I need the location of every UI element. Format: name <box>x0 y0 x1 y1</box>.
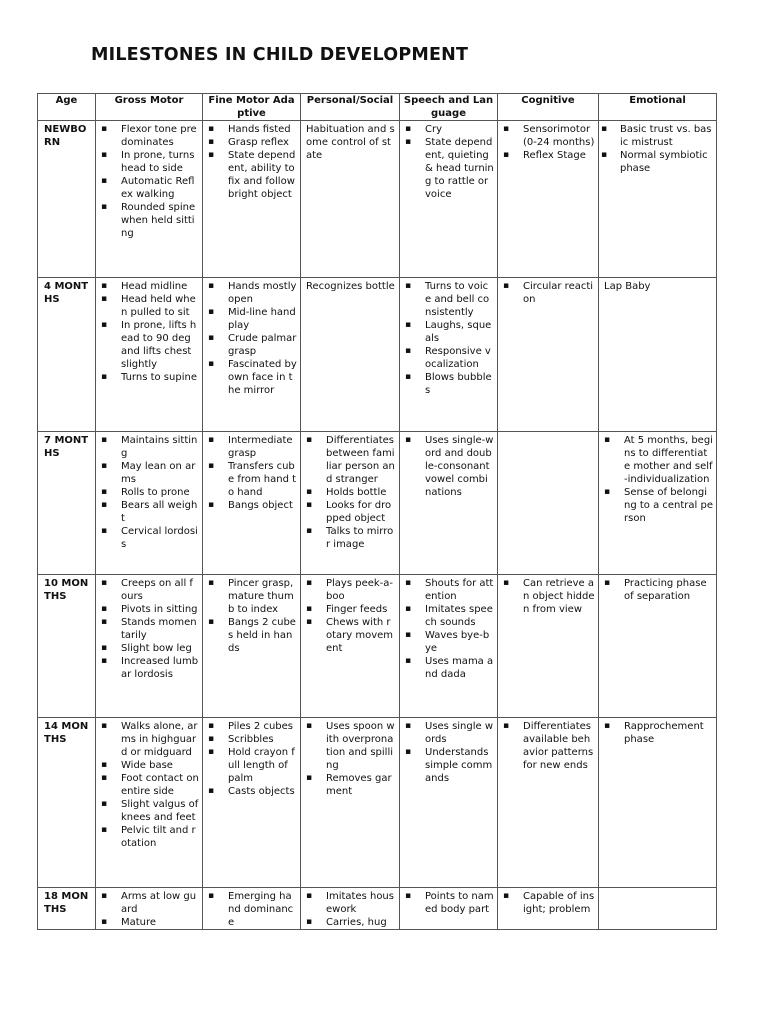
emotional-cell <box>599 121 717 278</box>
list-item: ▪ Sense of belonging to a central person <box>604 486 713 525</box>
list-item: ▪ Chews with rotary movement <box>306 616 396 655</box>
list-item: ▪ Plays peek-a-boo <box>306 577 396 603</box>
list-item: ▪ Sensorimotor (0-24 months) <box>503 123 595 149</box>
list-item: ▪ Mature <box>101 916 199 929</box>
milestones-table <box>37 93 717 930</box>
list-item: ▪ May lean on arms <box>101 460 199 486</box>
personal-social-cell: Recognizes bottle <box>301 278 400 432</box>
list-item: ▪ State dependent, ability to fix and follow bright object <box>208 149 297 201</box>
personal-social-cell <box>301 888 400 930</box>
list-item: ▪ Automatic Reflex walking <box>101 175 199 201</box>
list-item: ▪ Removes garment <box>306 772 396 798</box>
header-cognitive: Cognitive <box>498 94 599 121</box>
cognitive-cell <box>498 432 599 575</box>
speech-language-cell <box>400 888 498 930</box>
list-item: ▪ Piles 2 cubes <box>208 720 297 733</box>
list-item: ▪ Can retrieve an object hidden from view <box>503 577 595 616</box>
table-row <box>38 575 717 718</box>
list-item: ▪ Practicing phase of separation <box>604 577 713 603</box>
list-item: ▪ Responsive vocalization <box>405 345 494 371</box>
gross-motor-cell <box>96 121 203 278</box>
personal-social-cell <box>301 432 400 575</box>
table-row <box>38 121 717 278</box>
header-emotional: Emotional <box>599 94 717 121</box>
list-item: ▪ Finger feeds <box>306 603 396 616</box>
list-item: ▪ Emerging hand dominance <box>208 890 297 929</box>
list-item: ▪ Maintains sitting <box>101 434 199 460</box>
list-item: ▪ At 5 months, begins to differentiate mother and self-individualization <box>604 434 713 486</box>
list-item: ▪ Fascinated by own face in the mirror <box>208 358 297 397</box>
gross-motor-cell <box>96 575 203 718</box>
age-cell: 10 MONTHS <box>38 575 96 718</box>
gross-motor-cell <box>96 432 203 575</box>
list-item: ▪ Turns to supine <box>101 371 199 384</box>
table-row <box>38 718 717 888</box>
emotional-cell <box>599 432 717 575</box>
header-speech-language: Speech and Language <box>400 94 498 121</box>
list-item: ▪ Uses single-word and double-consonant vowel combinations <box>405 434 494 499</box>
list-item: ▪ Bears all weight <box>101 499 199 525</box>
list-item: ▪ Normal symbiotic phase <box>604 149 713 175</box>
header-personal-social: Personal/Social <box>301 94 400 121</box>
cognitive-cell <box>498 121 599 278</box>
list-item: ▪ Uses single words <box>405 720 494 746</box>
gross-motor-cell <box>96 718 203 888</box>
header-row <box>38 94 717 121</box>
page-title: MILESTONES IN CHILD DEVELOPMENT <box>91 45 469 65</box>
list-item: ▪ Points to named body part <box>405 890 494 916</box>
list-item: ▪ Hands fisted <box>208 123 297 136</box>
emotional-cell: Lap Baby <box>599 278 717 432</box>
list-item: ▪ Differentiates available behavior patterns for new ends <box>503 720 595 772</box>
list-item: ▪ Reflex Stage <box>503 149 595 162</box>
list-item: ▪ Carries, hug <box>306 916 396 929</box>
list-item: ▪ Creeps on all fours <box>101 577 199 603</box>
list-item: ▪ Hold crayon full length of palm <box>208 746 297 785</box>
list-item: ▪ Pincer grasp, mature thumb to index <box>208 577 297 616</box>
list-item: ▪ Rounded spine when held sitting <box>101 201 199 240</box>
list-item: ▪ In prone, turns head to side <box>101 149 199 175</box>
list-item: ▪ Basic trust vs. basic mistrust <box>604 123 713 149</box>
list-item: ▪ In prone, lifts head to 90 deg and lifts chest slightly <box>101 319 199 371</box>
list-item: ▪ Walks alone, arms in highguard or midguard <box>101 720 199 759</box>
list-item: ▪ Circular reaction <box>503 280 595 306</box>
list-item: ▪ Differentiates between familiar person and stranger <box>306 434 396 486</box>
list-item: ▪ Capable of insight; problem <box>503 890 595 916</box>
list-item: ▪ Arms at low guard <box>101 890 199 916</box>
table-row <box>38 888 717 930</box>
list-item: ▪ Cervical lordosis <box>101 525 199 551</box>
fine-motor-cell <box>203 121 301 278</box>
list-item: ▪ Pivots in sitting <box>101 603 199 616</box>
fine-motor-cell <box>203 278 301 432</box>
list-item: ▪ Casts objects <box>208 785 297 798</box>
age-cell: 18 MONTHS <box>38 888 96 930</box>
speech-language-cell <box>400 121 498 278</box>
speech-language-cell <box>400 718 498 888</box>
cognitive-cell <box>498 278 599 432</box>
list-item: ▪ Slight valgus of knees and feet <box>101 798 199 824</box>
list-item: ▪ Rolls to prone <box>101 486 199 499</box>
personal-social-cell <box>301 718 400 888</box>
emotional-cell <box>599 718 717 888</box>
list-item: ▪ Understands simple commands <box>405 746 494 785</box>
list-item: ▪ Crude palmar grasp <box>208 332 297 358</box>
list-item: ▪ Mid-line hand play <box>208 306 297 332</box>
age-cell: 7 MONTHS <box>38 432 96 575</box>
gross-motor-cell <box>96 888 203 930</box>
list-item: ▪ Cry <box>405 123 494 136</box>
list-item: ▪ Foot contact on entire side <box>101 772 199 798</box>
list-item: ▪ Shouts for attention <box>405 577 494 603</box>
list-item: ▪ Grasp reflex <box>208 136 297 149</box>
header-fine-motor: Fine Motor Adaptive <box>203 94 301 121</box>
list-item: ▪ Looks for dropped object <box>306 499 396 525</box>
list-item: ▪ Scribbles <box>208 733 297 746</box>
list-item: ▪ Blows bubbles <box>405 371 494 397</box>
list-item: ▪ Uses spoon with overpronation and spilling <box>306 720 396 772</box>
list-item: ▪ Head held when pulled to sit <box>101 293 199 319</box>
list-item: ▪ Head midline <box>101 280 199 293</box>
fine-motor-cell <box>203 575 301 718</box>
list-item: ▪ Turns to voice and bell consistently <box>405 280 494 319</box>
list-item: ▪ Intermediate grasp <box>208 434 297 460</box>
list-item: ▪ Bangs object <box>208 499 297 512</box>
speech-language-cell <box>400 575 498 718</box>
cognitive-cell <box>498 888 599 930</box>
list-item: ▪ Wide base <box>101 759 199 772</box>
cognitive-cell <box>498 718 599 888</box>
list-item: ▪ Imitates speech sounds <box>405 603 494 629</box>
cognitive-cell <box>498 575 599 718</box>
list-item: ▪ Flexor tone predominates <box>101 123 199 149</box>
speech-language-cell <box>400 278 498 432</box>
emotional-cell <box>599 888 717 930</box>
age-cell: NEWBORN <box>38 121 96 278</box>
header-age: Age <box>38 94 96 121</box>
age-cell: 4 MONTHS <box>38 278 96 432</box>
list-item: ▪ Talks to mirror image <box>306 525 396 551</box>
list-item: ▪ Waves bye-bye <box>405 629 494 655</box>
fine-motor-cell <box>203 432 301 575</box>
gross-motor-cell <box>96 278 203 432</box>
list-item: ▪ State dependent, quieting & head turning to rattle or voice <box>405 136 494 201</box>
list-item: ▪ Hands mostly open <box>208 280 297 306</box>
list-item: ▪ Holds bottle <box>306 486 396 499</box>
list-item: ▪ Imitates housework <box>306 890 396 916</box>
header-gross-motor: Gross Motor <box>96 94 203 121</box>
list-item: ▪ Increased lumbar lordosis <box>101 655 199 681</box>
speech-language-cell <box>400 432 498 575</box>
age-cell: 14 MONTHS <box>38 718 96 888</box>
list-item: ▪ Uses mama and dada <box>405 655 494 681</box>
list-item: ▪ Slight bow leg <box>101 642 199 655</box>
list-item: ▪ Transfers cube from hand to hand <box>208 460 297 499</box>
fine-motor-cell <box>203 718 301 888</box>
table-row <box>38 432 717 575</box>
list-item: ▪ Stands momentarily <box>101 616 199 642</box>
fine-motor-cell <box>203 888 301 930</box>
list-item: ▪ Rapprochement phase <box>604 720 713 746</box>
personal-social-cell <box>301 575 400 718</box>
list-item: ▪ Pelvic tilt and rotation <box>101 824 199 850</box>
list-item: ▪ Laughs, squeals <box>405 319 494 345</box>
table-row <box>38 278 717 432</box>
emotional-cell <box>599 575 717 718</box>
list-item: ▪ Bangs 2 cubes held in hands <box>208 616 297 655</box>
personal-social-cell: Habituation and some control of state <box>301 121 400 278</box>
